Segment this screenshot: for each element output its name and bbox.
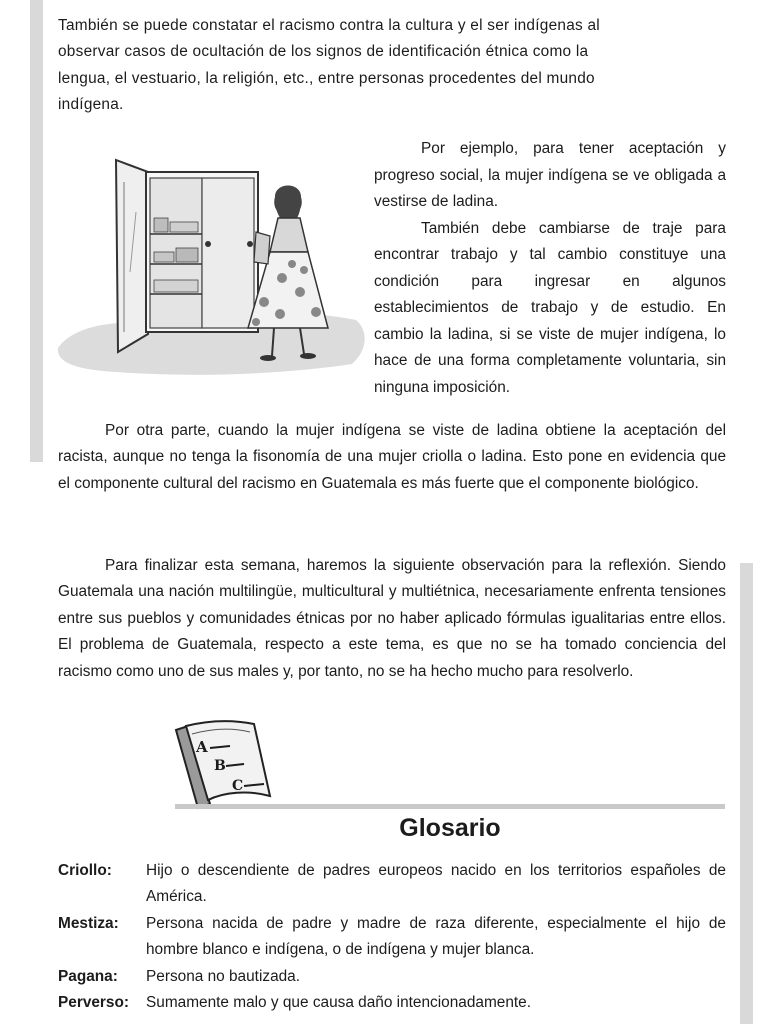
paragraph-ocultacion: También se puede constatar el racismo contra la cultura y el ser indígenas al observar casos de ocultación de los signos de identificación étnica como la lengua, el vestuario, la religión, etc., entre personas procedentes del mundo indígena. [58, 17, 600, 114]
glossary-definition: Persona nacida de padre y madre de raza diferente, especialmente el hijo de hombre blanco e indígena, o de indígena y mujer blanca. [146, 914, 726, 959]
glossary-entry-criollo [58, 858, 726, 911]
glossary-title: Glosario [399, 814, 501, 842]
abc-letter-b: B [214, 758, 226, 774]
glossary-definition: Sumamente malo y que causa daño intencionadamente. [146, 994, 532, 1012]
glossary-term: Mestiza: [58, 914, 119, 932]
glossary-entry-mestiza [58, 911, 726, 964]
glossary-definition: Persona no bautizada. [146, 967, 301, 985]
paragraph-por-otra-parte-text: Por otra parte, cuando la mujer indígena se viste de ladina obtiene la aceptación del racista, aunque no tenga la fisonomía de una mujer criolla o ladina. Esto pone en evidencia que el componente cultural del racismo en Guatemala es más fuerte que el componente biológico. [58, 422, 726, 492]
paragraph-por-otra-parte [58, 418, 726, 497]
glossary-term: Perverso: [58, 994, 130, 1012]
glossary-entry-pagana [58, 964, 726, 990]
paragraph-ejemplo-part-1: Por ejemplo, para tener aceptación y progreso social, la mujer indígena se ve obligada a vestirse de ladina. [374, 140, 726, 210]
glossary-term: Pagana: [58, 967, 118, 985]
abc-letter-a: A [196, 738, 208, 756]
abc-book-icon [170, 718, 274, 810]
glossary-entry-perverso [58, 990, 726, 1016]
glossary-term: Criollo: [58, 862, 112, 879]
paragraph-ejemplo-part-2: También debe cambiarse de traje para encontrar trabajo y tal cambio constituye una condición para ingresar en algunos establecimientos de trabajo y de estudio. En cambio la ladina, si se viste de mujer indígena, lo hace de una forma completamente voluntaria, sin ninguna imposición. [374, 219, 726, 396]
left-margin-bar [30, 0, 43, 462]
paragraph-para-finalizar [58, 553, 726, 685]
glossary-list [58, 858, 726, 1016]
abc-letter-c: C [232, 778, 244, 794]
paragraph-para-finalizar-text: Para finalizar esta semana, haremos la siguiente observación para la reflexión. Siendo Guatemala una nación multilingüe, multicultural y multiétnica, necesariamente enfrenta tensiones entre sus pueblos y comunidades étnicas por no haber aplicado fórmulas igualitarias entre ellos. El problema de Guatemala, respecto a este tema, es que no se ha tomado conciencia del racismo como uno de sus males y, por tanto, no se ha hecho mucho para resolverlo. [58, 557, 726, 680]
paragraph-ejemplo [374, 136, 726, 401]
glossary-divider [175, 804, 725, 809]
right-margin-bar [740, 563, 753, 1024]
woman-wardrobe-illustration [56, 152, 368, 384]
glossary-definition: Hijo o descendiente de padres europeos nacido en los territorios españoles de América. [146, 862, 726, 906]
